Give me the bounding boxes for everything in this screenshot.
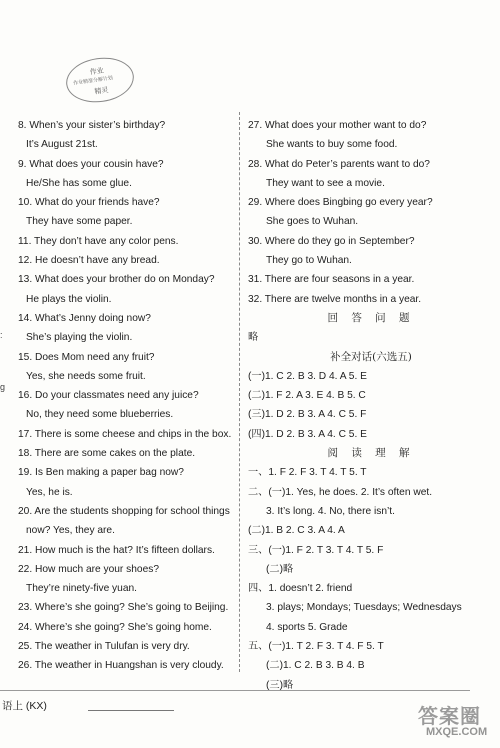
right-answer-column xyxy=(248,116,494,695)
edge-mark: : xyxy=(0,330,3,340)
left-answer-line: 8. When’s your sister’s birthday? xyxy=(18,120,166,131)
left-answer-line: 16. Do your classmates need any juice? xyxy=(18,390,199,402)
left-answer-line: He/She has some glue. xyxy=(26,177,132,189)
right-answer-line: (二)略 xyxy=(266,563,294,575)
right-section-title: 阅 读 理 解 xyxy=(327,447,415,460)
left-answer-line: She’s playing the violin. xyxy=(26,332,133,344)
right-answer-line: She wants to buy some food. xyxy=(266,139,398,151)
left-answer-line: 22. How much are your shoes? xyxy=(18,563,159,575)
right-answer-line: They go to Wuhan. xyxy=(266,255,352,267)
right-section-title: 回 答 问 题 xyxy=(327,311,415,324)
stamp-top-text: 作业 xyxy=(89,66,105,77)
left-answer-line: 14. What’s Jenny doing now? xyxy=(18,312,151,324)
left-answer-line: 17. There is some cheese and chips in the box. xyxy=(18,428,232,440)
left-answer-line: 10. What do your friends have? xyxy=(18,197,160,209)
edge-mark: g xyxy=(0,382,6,392)
left-answer-line: 9. What does your cousin have? xyxy=(18,158,164,170)
watermark-logo xyxy=(412,700,496,744)
left-answer-line: 25. The weather in Tulufan is very dry. xyxy=(18,641,190,653)
right-answer-line: (三)略 xyxy=(266,679,294,691)
left-answer-line: Yes, she needs some fruit. xyxy=(26,370,146,382)
right-answer-line: 3. It’s long. 4. No, there isn’t. xyxy=(266,505,395,517)
left-answer-line: They’re ninety-five yuan. xyxy=(26,583,137,595)
watermark-url: MXQE.COM xyxy=(426,726,488,738)
right-subsection-title: 补全对话(六选五) xyxy=(330,350,412,363)
left-answer-line: now? Yes, they are. xyxy=(26,525,115,537)
left-answer-line: 12. He doesn’t have any bread. xyxy=(18,255,160,267)
left-answer-line: 19. Is Ben making a paper bag now? xyxy=(18,467,184,479)
left-answer-line: 24. Where’s she going? She’s going home. xyxy=(18,621,212,633)
left-answer-line: 18. There are some cakes on the plate. xyxy=(18,448,196,460)
left-answer-line: 20. Are the students shopping for school things xyxy=(18,505,230,517)
left-answer-line: 15. Does Mom need any fruit? xyxy=(18,351,155,363)
left-answer-line: 26. The weather in Huangshan is very cloudy. xyxy=(18,660,224,672)
left-answer-column xyxy=(8,116,236,676)
right-answer-line: 31. There are four seasons in a year. xyxy=(248,274,415,286)
watermark-logo-text: 答案圈 xyxy=(418,706,481,728)
right-answer-line: (四)1. D 2. B 3. A 4. C 5. E xyxy=(248,428,367,440)
right-answer-line: 一、1. F 2. F 3. T 4. T 5. T xyxy=(248,467,367,479)
left-answer-line: 21. How much is the hat? It’s fifteen dollars. xyxy=(18,544,215,556)
footer-blank-line xyxy=(88,710,174,711)
right-answer-line: (二)1. C 2. B 3. B 4. B xyxy=(266,660,365,672)
right-answer-line: 27. What does your mother want to do? xyxy=(248,120,427,131)
right-answer-line: (二)1. B 2. C 3. A 4. A xyxy=(248,525,345,537)
stamp-seal xyxy=(63,53,136,106)
left-answer-line: 13. What does your brother do on Monday? xyxy=(18,274,215,286)
stamp-middle-text: 作业精准分解计划 xyxy=(72,75,114,87)
right-answer-line: (一)1. C 2. B 3. D 4. A 5. E xyxy=(248,370,367,382)
right-answer-line: 五、(一)1. T 2. F 3. T 4. F 5. T xyxy=(248,641,384,653)
column-divider xyxy=(239,112,240,672)
right-answer-line: 29. Where does Bingbing go every year? xyxy=(248,197,433,209)
right-answer-line: 略 xyxy=(248,332,259,344)
right-answer-line: (二)1. F 2. A 3. E 4. B 5. C xyxy=(248,390,366,402)
right-answer-line: 30. Where do they go in September? xyxy=(248,235,415,247)
right-answer-line: (三)1. D 2. B 3. A 4. C 5. F xyxy=(248,409,367,421)
right-answer-line: 28. What do Peter’s parents want to do? xyxy=(248,158,430,170)
left-answer-line: He plays the violin. xyxy=(26,293,112,305)
left-answer-line: 23. Where’s she going? She’s going to Beijing. xyxy=(18,602,229,614)
right-answer-line: 二、(一)1. Yes, he does. 2. It’s often wet. xyxy=(248,486,433,498)
left-answer-line: It’s August 21st. xyxy=(26,139,98,151)
right-answer-line: 四、1. doesn’t 2. friend xyxy=(248,583,353,595)
left-answer-line: 11. They don’t have any color pens. xyxy=(18,235,179,247)
right-answer-line: 三、(一)1. F 2. T 3. T 4. T 5. F xyxy=(248,544,384,556)
stamp-bottom-text: 精灵 xyxy=(94,85,110,96)
right-answer-line: 32. There are twelve months in a year. xyxy=(248,293,422,305)
right-answer-line: They want to see a movie. xyxy=(266,177,385,189)
right-answer-line: She goes to Wuhan. xyxy=(266,216,359,228)
left-answer-line: Yes, he is. xyxy=(26,486,73,498)
left-answer-line: They have some paper. xyxy=(26,216,133,228)
footer-label: 语上 (KX) xyxy=(2,700,47,712)
right-answer-line: 4. sports 5. Grade xyxy=(266,621,348,633)
footer-rule xyxy=(0,690,470,691)
left-answer-line: No, they need some blueberries. xyxy=(26,409,174,421)
right-answer-line: 3. plays; Mondays; Tuesdays; Wednesdays xyxy=(266,602,462,614)
